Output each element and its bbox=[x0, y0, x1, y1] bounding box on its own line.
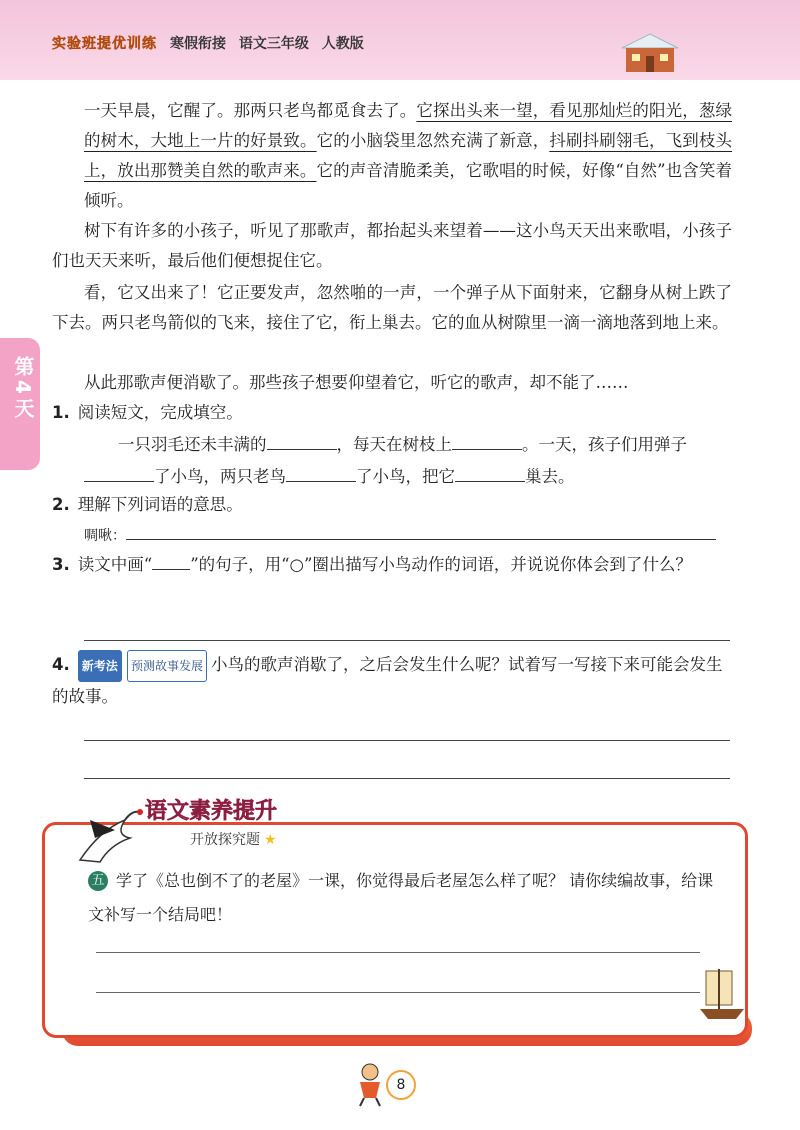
q1-number: 1. bbox=[52, 403, 70, 422]
q1-fill-line-2 bbox=[84, 462, 734, 492]
underline-sample bbox=[152, 555, 190, 570]
q3-title-b: ”的句子，用“○”圈出描写小鸟动作的词语，并说说你体会到了什么？ bbox=[190, 555, 692, 574]
answer-line[interactable] bbox=[84, 740, 730, 741]
q3-number: 3. bbox=[52, 555, 70, 574]
blank-input[interactable] bbox=[452, 431, 522, 450]
q1-text-6: 巢去。 bbox=[525, 467, 575, 486]
p1-underlined-b: 抖刷抖刷翎毛，飞到枝头上，放出那赞美自然的歌声来。 bbox=[84, 131, 733, 180]
q4-text: 小鸟的歌声消歇了，之后会发生什么呢？试着写一写接下来可能会发生的故事。 bbox=[52, 655, 723, 706]
q4-number: 4. bbox=[52, 655, 70, 674]
q2-answer-line bbox=[84, 520, 734, 551]
question-4 bbox=[52, 650, 736, 712]
answer-input[interactable] bbox=[126, 521, 716, 540]
q1-title: 阅读短文，完成填空。 bbox=[77, 403, 243, 422]
q2-number: 2. bbox=[52, 495, 70, 514]
task-text: 学了《总也倒不了的老屋》一课，你觉得最后老屋怎么样了呢？ 请你续编故事，给课文补写一个结局吧！ bbox=[88, 871, 714, 924]
brand-title: 实验班提优训练 bbox=[52, 36, 157, 52]
q3-title-a: 读文中画“ bbox=[77, 555, 153, 574]
blank-input[interactable] bbox=[286, 463, 356, 482]
answer-line[interactable] bbox=[96, 992, 700, 993]
q1-text-4: 了小鸟，两只老鸟 bbox=[154, 467, 286, 486]
answer-line[interactable] bbox=[84, 778, 730, 779]
blank-input[interactable] bbox=[455, 463, 525, 482]
predict-story-tag: 预测故事发展 bbox=[127, 650, 207, 682]
section-banner: 语文素养提升 bbox=[145, 799, 278, 824]
subtitle-text: 开放探究题 bbox=[190, 832, 260, 848]
q1-text-3: 。一天，孩子们用弹子 bbox=[522, 435, 687, 454]
q1-fill-line-1 bbox=[118, 430, 738, 460]
house-icon bbox=[618, 32, 682, 74]
p1-text-b: 它的小脑袋里忽然充满了新意， bbox=[316, 131, 550, 150]
question-1 bbox=[52, 398, 243, 428]
new-method-tag: 新考法 bbox=[78, 650, 122, 682]
answer-line[interactable] bbox=[84, 640, 730, 641]
q2-word: 啁啾： bbox=[84, 528, 126, 544]
q1-text-1: 一只羽毛还未丰满的 bbox=[118, 435, 267, 454]
paragraph-1 bbox=[84, 96, 732, 216]
section-subtitle bbox=[190, 829, 277, 849]
star-icon: ★ bbox=[264, 832, 277, 848]
question-2 bbox=[52, 490, 243, 520]
q1-text-2: ，每天在树枝上 bbox=[336, 435, 452, 454]
question-3 bbox=[52, 550, 736, 580]
mascot-icon bbox=[350, 1060, 390, 1108]
blank-input[interactable] bbox=[84, 463, 154, 482]
day-tab bbox=[0, 338, 40, 470]
sailboat-icon bbox=[696, 965, 750, 1025]
page-number: 8 bbox=[386, 1070, 416, 1100]
answer-line[interactable] bbox=[96, 952, 700, 953]
blank-input[interactable] bbox=[267, 431, 337, 450]
paragraph-4: 从此那歌声便消歇了。那些孩子想要仰望着它，听它的歌声，却不能了…… bbox=[84, 373, 629, 392]
paragraph-3: 看，它又出来了！它正要发声，忽然啪的一声，一个弹子从下面射来，它翻身从树上跌了下去。两只老鸟箭似的飞来，接住了它，衔上巢去。它的血从树隙里一滴一滴地落到地上来。 bbox=[52, 283, 732, 332]
p1-text-c: 它的声音清脆柔美，它歌唱的时候，好像“自然”也含笑着倾听。 bbox=[84, 161, 732, 210]
q1-text-5: 了小鸟，把它 bbox=[356, 467, 455, 486]
p1-underlined-a: 它探出头来一望，看见那灿烂的阳光，葱绿的树木，大地上一片的好景致。 bbox=[84, 101, 733, 150]
q2-title: 理解下列词语的意思。 bbox=[77, 495, 243, 514]
task-number: 五 bbox=[88, 871, 108, 891]
day-tab-label: 第4天 bbox=[11, 356, 35, 422]
p1-text-a: 一天早晨，它醒了。那两只老鸟都觅食去了。 bbox=[84, 101, 417, 120]
book-info: 寒假衔接 语文三年级 人教版 bbox=[170, 36, 364, 52]
page-header bbox=[0, 0, 800, 80]
crane-icon bbox=[70, 800, 150, 870]
open-task bbox=[88, 864, 718, 932]
paragraph-2: 树下有许多的小孩子，听见了那歌声，都抬起头来望着——这小鸟天天出来歌唱，小孩子们也天天来听，最后他们便想捉住它。 bbox=[52, 221, 732, 270]
